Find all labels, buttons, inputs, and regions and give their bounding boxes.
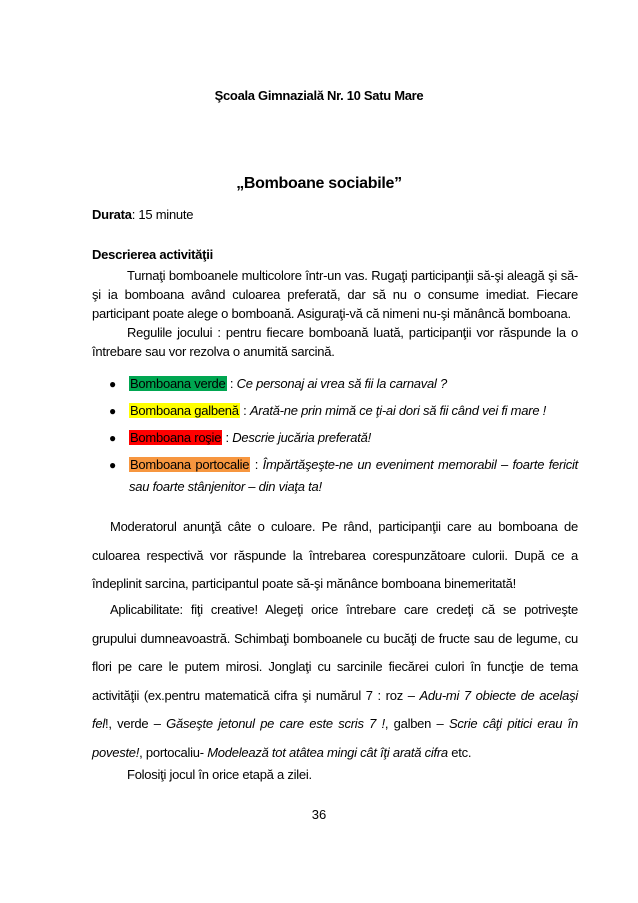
applicability-paragraph (92, 596, 578, 767)
applicability-text-a: Aplicabilitate: fiţi creative! Alegeţi orice întrebare care credeţi că se potriveşte grupului dumneavoastră. Schimbaţi bomboanele cu bucăţi de fructe sau de legume, cu flori pe care le putem mirosi. Jonglaţi cu sarcinile fiecărei culori în funcţie de tema activităţii (ex.pentru matematică cifra şi numărul 7 : roz – (92, 602, 578, 703)
candy-label-yellow: Bomboana galbenă (130, 403, 239, 418)
candy-sep: : (250, 457, 263, 472)
candy-label-green: Bomboana verde (130, 376, 226, 391)
description-heading: Descrierea activităţii (92, 247, 213, 262)
list-item (92, 400, 578, 422)
description-text-1: Turnaţi bomboanele multicolore într-un vas. Rugaţi participanţii să-şi aleagă şi să-şi ia bomboana având culoarea preferată, dar să nu o consume imediat. Fiecare participant poate alege o bomboană. Asiguraţi-vă că nimeni nu-şi mănâncă bomboana. (92, 268, 578, 322)
applicability-text-b: Adu-mi 7 obiecte de acelaşi fel (92, 687, 579, 731)
rules-paragraph (92, 323, 578, 361)
applicability-text-f: Scrie câţi pitici erau în poveste! (92, 716, 579, 760)
candy-label-red: Bomboana roşie (130, 430, 222, 445)
page-number: 36 (311, 807, 327, 822)
list-item (92, 454, 578, 498)
candy-sep: : (222, 430, 233, 445)
applicability-text-i: etc. (447, 744, 472, 760)
applicability-text-e: , galben – (384, 716, 449, 731)
list-item (92, 373, 578, 395)
candy-task: Descrie jucăria preferată! (232, 430, 371, 445)
bullet-icon: ● (109, 431, 116, 445)
candy-task: Arată-ne prin mimă ce ţi-ai dori să fii când vei fi mare ! (249, 403, 547, 418)
closing-paragraph: Folosiţi jocul în orice etapă a zilei. (127, 767, 312, 782)
duration-value: : 15 minute (131, 207, 194, 222)
candy-list (92, 373, 578, 503)
moderator-paragraph: Moderatorul anunţă câte o culoare. Pe rând, participanţii care au bomboana de culoarea respectivă vor răspunde la întrebarea corespunzătoare culorii. După ce a îndeplinit sarcina, participantul poate să-şi mănânce bomboana binemeritată! (92, 519, 578, 591)
description-paragraph-1 (92, 266, 578, 324)
candy-task: Împărtăşeşte-ne un eveniment memorabil – foarte fericit sau foarte stânjenitor – din viaţa ta! (129, 457, 579, 494)
bullet-icon: ● (109, 377, 116, 391)
candy-label-orange: Bomboana portocalie (130, 457, 250, 472)
applicability-text-h: Modelează tot atâtea mingi cât îţi arată cifra (207, 744, 448, 760)
duration-label: Durata (92, 207, 132, 222)
applicability-text-g: , portocaliu- (139, 744, 208, 760)
school-header: Şcoala Gimnazială Nr. 10 Satu Mare (214, 88, 424, 103)
activity-title: „Bomboane sociabile” (236, 175, 402, 192)
applicability-text-c: !, verde – (104, 716, 167, 731)
bullet-icon: ● (109, 404, 116, 418)
list-item (92, 427, 578, 449)
candy-sep: : (239, 403, 250, 418)
duration-line (92, 207, 578, 222)
applicability-text-d: Găseşte jetonul pe care este scris 7 ! (166, 716, 385, 731)
rules-text: Regulile jocului : pentru fiecare bomboană luată, participanţii vor răspunde la o întrebare sau vor rezolva o anumită sarcină. (92, 325, 578, 360)
candy-sep: : (226, 376, 237, 391)
candy-task: Ce personaj ai vrea să fii la carnaval ? (236, 376, 447, 391)
bullet-icon: ● (109, 458, 116, 472)
